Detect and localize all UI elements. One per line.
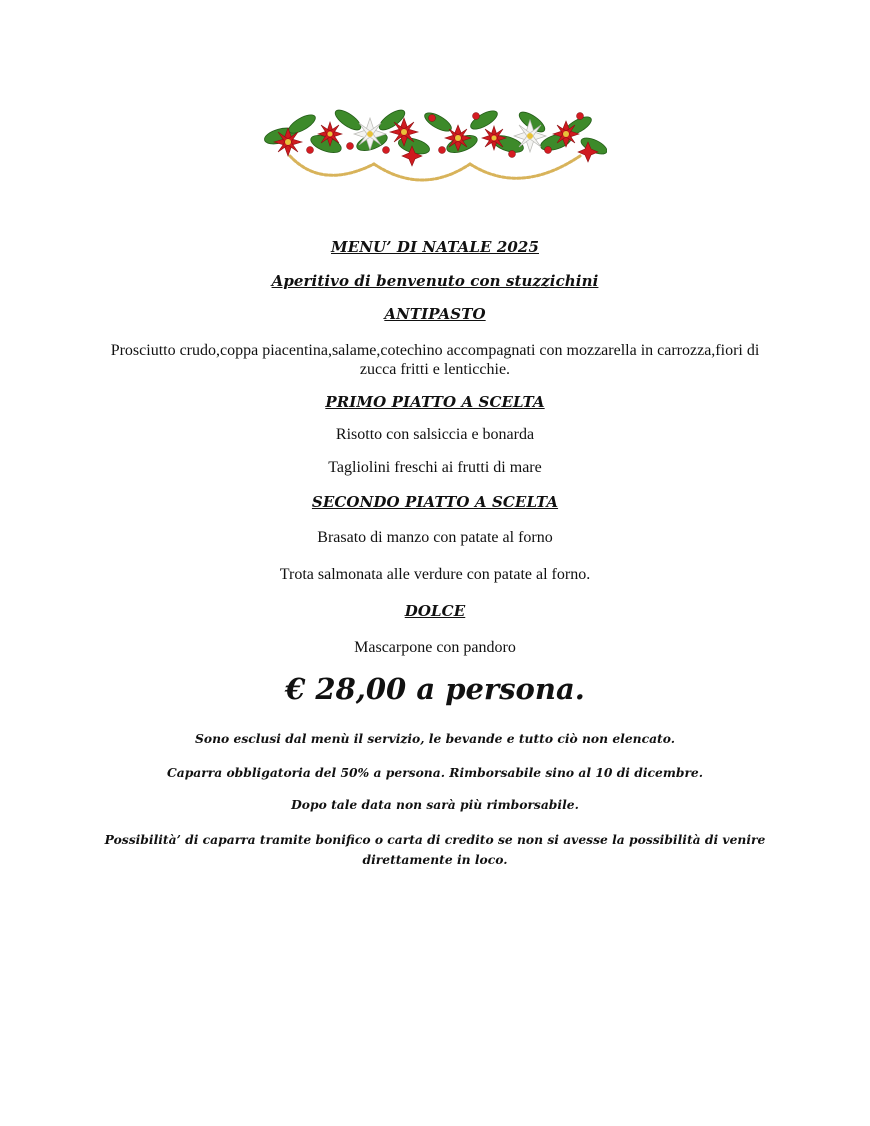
antipasto-item: Prosciutto crudo,coppa piacentina,salame,cotechino accompagnati con mozzarella in carrozza,fiori di zucca fritti e lenticchie. [110, 342, 760, 378]
price: € 28,00 a persona. [285, 672, 585, 706]
secondo-item: Brasato di manzo con patate al forno [317, 529, 553, 546]
note-line: Sono esclusi dal menù il servizio, le bevande e tutto ciò non elencato. [194, 731, 676, 746]
menu-title: MENU’ DI NATALE 2025 [331, 238, 539, 256]
dolce-item: Mascarpone con pandoro [354, 639, 516, 656]
christmas-garland-icon [262, 98, 607, 198]
section-heading-antipasto: ANTIPASTO [384, 305, 486, 323]
aperitivo-heading: Aperitivo di benvenuto con stuzzichini [271, 272, 599, 290]
primo-item: Risotto con salsiccia e bonarda [335, 426, 535, 443]
secondo-item: Trota salmonata alle verdure con patate al forno. [279, 566, 591, 583]
section-heading-dolce: DOLCE [404, 602, 466, 620]
note-line: Dopo tale data non sarà più rimborsabile. [291, 797, 579, 812]
note-line: Caparra obbligatoria del 50% a persona. Rimborsabile sino al 10 di dicembre. [166, 765, 704, 780]
section-heading-secondo: SECONDO PIATTO A SCELTA [311, 493, 559, 511]
section-heading-primo: PRIMO PIATTO A SCELTA [325, 393, 545, 411]
primo-item: Tagliolini freschi ai frutti di mare [328, 459, 542, 476]
note-paragraph: Possibilità’ di caparra tramite bonifico o carta di credito se non si avesse la possibilità di venire direttamente in loco. [104, 832, 766, 867]
